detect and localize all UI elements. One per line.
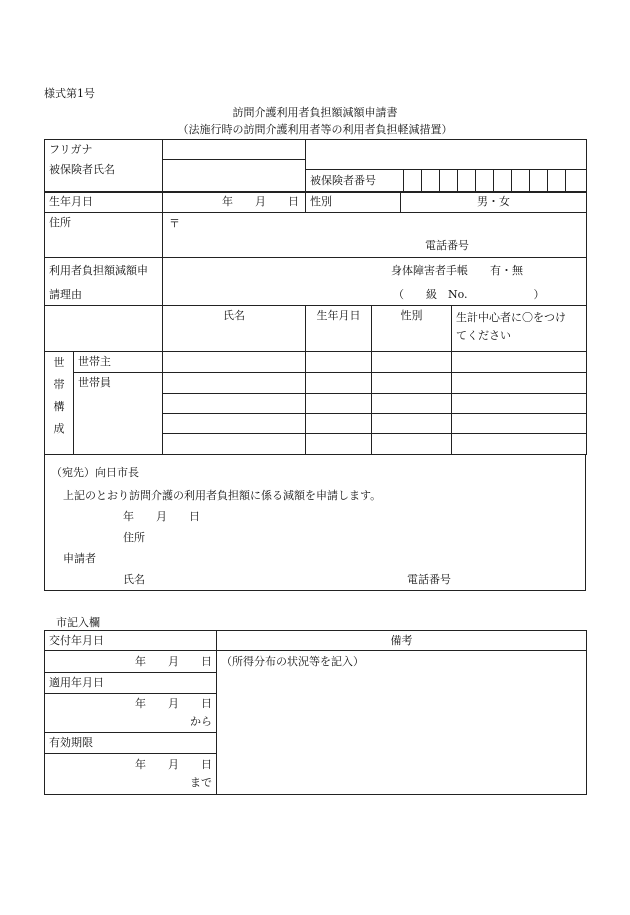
gender-options[interactable]: 男・女 <box>401 192 587 213</box>
applicant-label: 申請者 <box>63 552 96 565</box>
household-col-breadwinner <box>452 306 587 352</box>
breadwinner-note-line2: てください <box>456 329 511 342</box>
household-member-label: 世帯員 <box>74 373 163 455</box>
household-cell[interactable] <box>452 394 587 414</box>
household-header-blank <box>45 306 163 352</box>
insured-number-label: 被保険者番号 <box>310 174 376 187</box>
birthdate-label: 生年月日 <box>45 192 163 213</box>
insured-number-digit[interactable] <box>529 170 547 192</box>
household-table <box>44 305 587 455</box>
household-cell[interactable] <box>163 394 306 414</box>
apply-date-label: 適用年月日 <box>45 673 217 694</box>
insured-number-digit[interactable] <box>493 170 511 192</box>
household-vertical-label <box>45 352 74 455</box>
reason-label-cell <box>45 258 163 306</box>
insured-number-digit[interactable] <box>439 170 457 192</box>
insured-number-digit[interactable] <box>475 170 493 192</box>
remarks-label: 備考 <box>217 631 587 651</box>
issue-date-field[interactable]: 年 月 日 <box>45 651 217 673</box>
address-table <box>44 212 587 258</box>
household-cell[interactable] <box>452 414 587 434</box>
household-cell[interactable] <box>163 373 306 394</box>
breadwinner-note-line1: 生計中心者に〇をつけ <box>456 311 566 324</box>
from-label: から <box>190 715 212 728</box>
insured-info-blank <box>306 140 587 170</box>
household-cell[interactable] <box>452 352 587 373</box>
insured-number-grid <box>306 170 587 192</box>
declaration-name-label: 氏名 <box>123 573 145 586</box>
household-col-name: 氏名 <box>163 306 306 352</box>
address-field[interactable] <box>163 213 587 258</box>
household-cell[interactable] <box>306 434 372 455</box>
insured-number-digit[interactable] <box>511 170 529 192</box>
household-cell[interactable] <box>452 434 587 455</box>
household-cell[interactable] <box>452 373 587 394</box>
household-member-row <box>45 373 587 394</box>
postal-mark: 〒 <box>169 217 180 230</box>
household-cell[interactable] <box>372 434 452 455</box>
household-cell[interactable] <box>306 414 372 434</box>
vertical-char: 世 <box>53 356 65 369</box>
household-col-birth: 生年月日 <box>306 306 372 352</box>
reason-table <box>44 257 587 306</box>
vertical-char: 成 <box>53 422 65 435</box>
insured-number-digit[interactable] <box>403 170 421 192</box>
household-cell[interactable] <box>306 394 372 414</box>
birth-gender-table <box>44 191 587 213</box>
insured-name-label: 被保険者氏名 <box>45 160 163 193</box>
household-head-label: 世帯主 <box>74 352 163 373</box>
insured-number-digit[interactable] <box>457 170 475 192</box>
vertical-char: 構 <box>53 400 65 413</box>
phone-label: 電話番号 <box>425 239 469 252</box>
issue-date-label: 交付年月日 <box>45 631 217 651</box>
declaration-statement: 上記のとおり訪問介護の利用者負担額に係る減額を申請します。 <box>63 489 382 502</box>
insured-number-cell <box>306 170 587 193</box>
household-cell[interactable] <box>306 373 372 394</box>
valid-value: 年 月 日 <box>135 758 212 771</box>
household-cell[interactable] <box>306 352 372 373</box>
vertical-char: 帯 <box>53 378 65 391</box>
apply-date-value: 年 月 日 <box>135 697 212 710</box>
insured-name-field[interactable] <box>163 160 306 193</box>
declaration-block <box>44 455 586 591</box>
household-cell[interactable] <box>163 414 306 434</box>
birthdate-field[interactable]: 年 月 日 <box>163 192 306 213</box>
household-cell[interactable] <box>163 434 306 455</box>
addressee: （宛先）向日市長 <box>51 466 139 479</box>
declaration-phone-label: 電話番号 <box>407 573 451 586</box>
until-label: まで <box>190 776 212 789</box>
declaration-date[interactable]: 年 月 日 <box>123 510 200 523</box>
household-head-row <box>45 352 587 373</box>
reason-label-line2: 請理由 <box>49 288 82 301</box>
insured-number-digit[interactable] <box>421 170 439 192</box>
applicant-name-table <box>44 139 587 193</box>
disability-grade[interactable]: （ 級 No. ） <box>393 288 545 301</box>
form-title: 訪問介護利用者負担額減額申請書 <box>232 106 398 119</box>
furigana-field[interactable] <box>163 140 306 160</box>
address-label: 住所 <box>45 213 163 258</box>
valid-label: 有効期限 <box>45 733 217 754</box>
remarks-field[interactable] <box>217 651 587 795</box>
household-cell[interactable] <box>372 373 452 394</box>
remarks-note: （所得分布の状況等を記入） <box>221 655 364 668</box>
insured-number-digit[interactable] <box>565 170 587 192</box>
household-cell[interactable] <box>163 352 306 373</box>
insured-number-digit[interactable] <box>547 170 565 192</box>
form-number: 様式第1号 <box>44 87 95 100</box>
disability-certificate[interactable]: 身体障害者手帳 有・無 <box>391 264 523 277</box>
household-col-gender: 性別 <box>372 306 452 352</box>
furigana-label: フリガナ <box>45 140 163 160</box>
valid-field[interactable] <box>45 754 217 795</box>
household-cell[interactable] <box>372 394 452 414</box>
form-subtitle: （法施行時の訪問介護利用者等の利用者負担軽減措置） <box>177 123 453 136</box>
reason-field[interactable] <box>163 258 587 306</box>
reason-label-line1: 利用者負担額減額申 <box>49 264 148 277</box>
gender-label: 性別 <box>306 192 401 213</box>
city-section-table <box>44 630 587 795</box>
apply-date-field[interactable] <box>45 694 217 733</box>
city-section-heading: 市記入欄 <box>56 616 100 629</box>
declaration-address-label: 住所 <box>123 531 145 544</box>
household-cell[interactable] <box>372 352 452 373</box>
household-cell[interactable] <box>372 414 452 434</box>
